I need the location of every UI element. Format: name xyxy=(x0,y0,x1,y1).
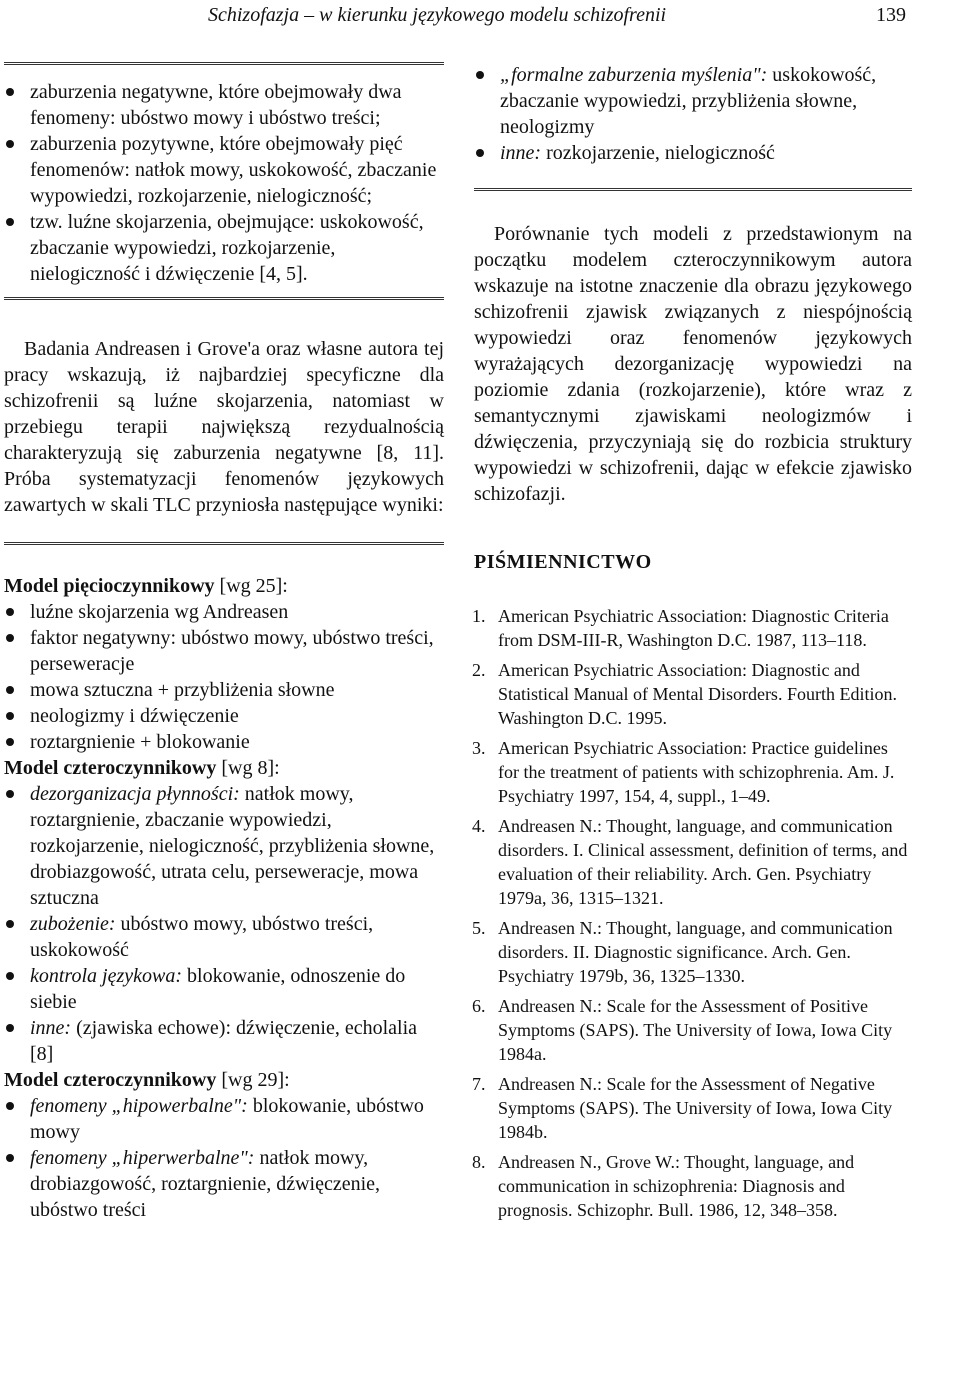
reference-number: 1. xyxy=(472,606,486,626)
left-column xyxy=(4,62,444,1223)
list-item: roztargnienie + blokowanie xyxy=(4,729,444,755)
factor-text: blokowanie, ubóstwo mowy xyxy=(30,1095,424,1143)
reference-text: Andreasen N.: Thought, language, and communication disorders. I. Clinical assessment, definition of terms, and evaluation of their reliability. Arch. Gen. Psychiatry 1979a, 36, 1315–1321. xyxy=(498,816,908,908)
running-title: Schizofazja – w kierunku językowego modelu schizofrenii xyxy=(208,4,667,26)
factor-text: uskokowość, zbaczanie wypowiedzi, przybliżenia słowne, neologizmy xyxy=(500,64,877,138)
model-title: Model czteroczynnikowy xyxy=(4,757,217,779)
model-title: Model czteroczynnikowy xyxy=(4,1069,217,1091)
factor-term: kontrola językowa: xyxy=(30,965,183,987)
list-item xyxy=(474,140,912,166)
list-item: zaburzenia negatywne, które obejmowały dwa fenomeny: ubóstwo mowy i ubóstwo treści; xyxy=(4,79,444,131)
reference-number: 6. xyxy=(472,996,486,1016)
factor-text: blokowanie, odnoszenie do siebie xyxy=(30,965,406,1013)
right-column xyxy=(474,62,912,1228)
reference-number: 5. xyxy=(472,918,486,938)
list-item xyxy=(4,1015,444,1067)
bibliography-title: PIŚMIENNICTWO xyxy=(474,551,652,573)
model-factor-list xyxy=(4,781,444,1067)
model-title: Model pięcioczynnikowy xyxy=(4,575,215,597)
factor-text: natłok mowy, roztargnienie, zbaczanie wypowiedzi, rozkojarzenie, nielogiczność, przybliżenia słowne, drobiazgowość, utrata celu, perseweracje, mowa sztuczna xyxy=(30,783,435,909)
box-top-rule xyxy=(4,62,444,65)
list-item xyxy=(4,781,444,911)
model-heading xyxy=(4,573,444,599)
model-ref: [wg 8]: xyxy=(216,757,280,779)
reference-number: 4. xyxy=(472,816,486,836)
symptom-group-list xyxy=(4,79,444,287)
list-item xyxy=(474,62,912,140)
factor-term: dezorganizacja płynności: xyxy=(30,783,240,805)
model-heading xyxy=(4,755,444,781)
reference-text: Andreasen N.: Thought, language, and communication disorders. II. Diagnostic significance. Arch. Gen. Psychiatry 1979b, 36, 1325–1330. xyxy=(498,918,893,986)
factor-term: „formalne zaburzenia myślenia": xyxy=(500,64,768,86)
reference-item xyxy=(474,1150,912,1222)
factor-text: ubóstwo mowy, ubóstwo treści, uskokowość xyxy=(30,913,374,961)
model-ref: [wg 25]: xyxy=(214,575,288,597)
list-item: neologizmy i dźwięczenie xyxy=(4,703,444,729)
factor-term: inne: xyxy=(500,142,542,164)
factor-term: fenomeny „hipowerbalne": xyxy=(30,1095,248,1117)
model-factor-list xyxy=(4,599,444,755)
reference-text: Andreasen N.: Scale for the Assessment of Negative Symptoms (SAPS). The University of Iowa, Iowa City 1984b. xyxy=(498,1074,893,1142)
reference-item xyxy=(474,736,912,808)
body-paragraph: Porównanie tych modeli z przedstawionym na początku modelem czteroczynnikowym autora wskazuje na istotne znaczenie dla obrazu językowego schizofrenii zjawisk związanych z niespójnością wypowiedzi oraz fenomenów językowych wyrażających dezorganizację wypowiedzi na poziomie zdania (rozkojarzenie), które wraz z semantycznymi zjawiskami neologizmów i dźwięczenia, przyczyniają się do rozbicia struktury wypowiedzi w schizofrenii, dając w efekcie zjawisko schizofazji. xyxy=(474,223,912,505)
reference-item xyxy=(474,994,912,1066)
body-paragraph: Badania Andreasen i Grove'a oraz własne autora tej pracy wskazują, iż najbardziej specyficzne dla schizofrenii są luźne skojarzenia, natomiast w przebiegu terapii największą rezydualnością charakteryzują się zaburzenia negatywne [8, 11]. Próba systematyzacji fenomenów językowych zawartych w skali TLC przyniosła następujące wyniki: xyxy=(4,338,444,516)
list-item: luźne skojarzenia wg Andreasen xyxy=(4,599,444,625)
reference-text: American Psychiatric Association: Diagnostic Criteria from DSM-III-R, Washington D.C. 1987, 113–118. xyxy=(498,606,889,650)
factor-text: natłok mowy, drobiazgowość, roztargnienie, dźwięczenie, ubóstwo treści xyxy=(30,1147,381,1221)
reference-text: Andreasen N., Grove W.: Thought, language, and communication in schizophrenia: Diagnosis and prognosis. Schizophr. Bull. 1986, 12, 348–358. xyxy=(498,1152,855,1220)
page-header xyxy=(0,4,960,34)
factor-text: rozkojarzenie, nielogiczność xyxy=(541,142,775,164)
factor-text: (zjawiska echowe): dźwięczenie, echolalia [8] xyxy=(30,1017,418,1065)
reference-text: American Psychiatric Association: Practice guidelines for the treatment of patients with schizophrenia. Am. J. Psychiatry 1997, 154, 4, suppl., 1–49. xyxy=(498,738,895,806)
reference-item xyxy=(474,916,912,988)
box-top-rule xyxy=(4,542,444,545)
box-bottom-rule xyxy=(474,188,912,191)
box-bottom-rule xyxy=(4,297,444,300)
list-item xyxy=(4,1145,444,1223)
model-ref: [wg 29]: xyxy=(216,1069,290,1091)
reference-number: 3. xyxy=(472,738,486,758)
list-item: mowa sztuczna + przybliżenia słowne xyxy=(4,677,444,703)
model-heading xyxy=(4,1067,444,1093)
factor-term: fenomeny „hiperwerbalne": xyxy=(30,1147,255,1169)
reference-number: 7. xyxy=(472,1074,486,1094)
list-item: zaburzenia pozytywne, które obejmowały pięć fenomenów: natłok mowy, uskokowość, zbaczanie wypowiedzi, rozkojarzenie, nielogiczność; xyxy=(4,131,444,209)
reference-number: 2. xyxy=(472,660,486,680)
reference-item xyxy=(474,658,912,730)
page-number: 139 xyxy=(876,4,906,26)
reference-list xyxy=(474,604,912,1222)
list-item xyxy=(4,911,444,963)
list-item: tzw. luźne skojarzenia, obejmujące: uskokowość, zbaczanie wypowiedzi, rozkojarzenie, nielogiczność i dźwięczenie [4, 5]. xyxy=(4,209,444,287)
reference-item xyxy=(474,604,912,652)
list-item xyxy=(4,1093,444,1145)
model-factor-list-continued xyxy=(474,62,912,166)
list-item xyxy=(4,963,444,1015)
factor-term: inne: xyxy=(30,1017,72,1039)
factor-term: zubożenie: xyxy=(30,913,116,935)
reference-item xyxy=(474,814,912,910)
reference-item xyxy=(474,1072,912,1144)
reference-text: Andreasen N.: Scale for the Assessment of Positive Symptoms (SAPS). The University of Iowa, Iowa City 1984a. xyxy=(498,996,893,1064)
model-factor-list xyxy=(4,1093,444,1223)
reference-text: American Psychiatric Association: Diagnostic and Statistical Manual of Mental Disorders. Fourth Edition. Washington D.C. 1995. xyxy=(498,660,897,728)
reference-number: 8. xyxy=(472,1152,486,1172)
list-item: faktor negatywny: ubóstwo mowy, ubóstwo treści, perseweracje xyxy=(4,625,444,677)
